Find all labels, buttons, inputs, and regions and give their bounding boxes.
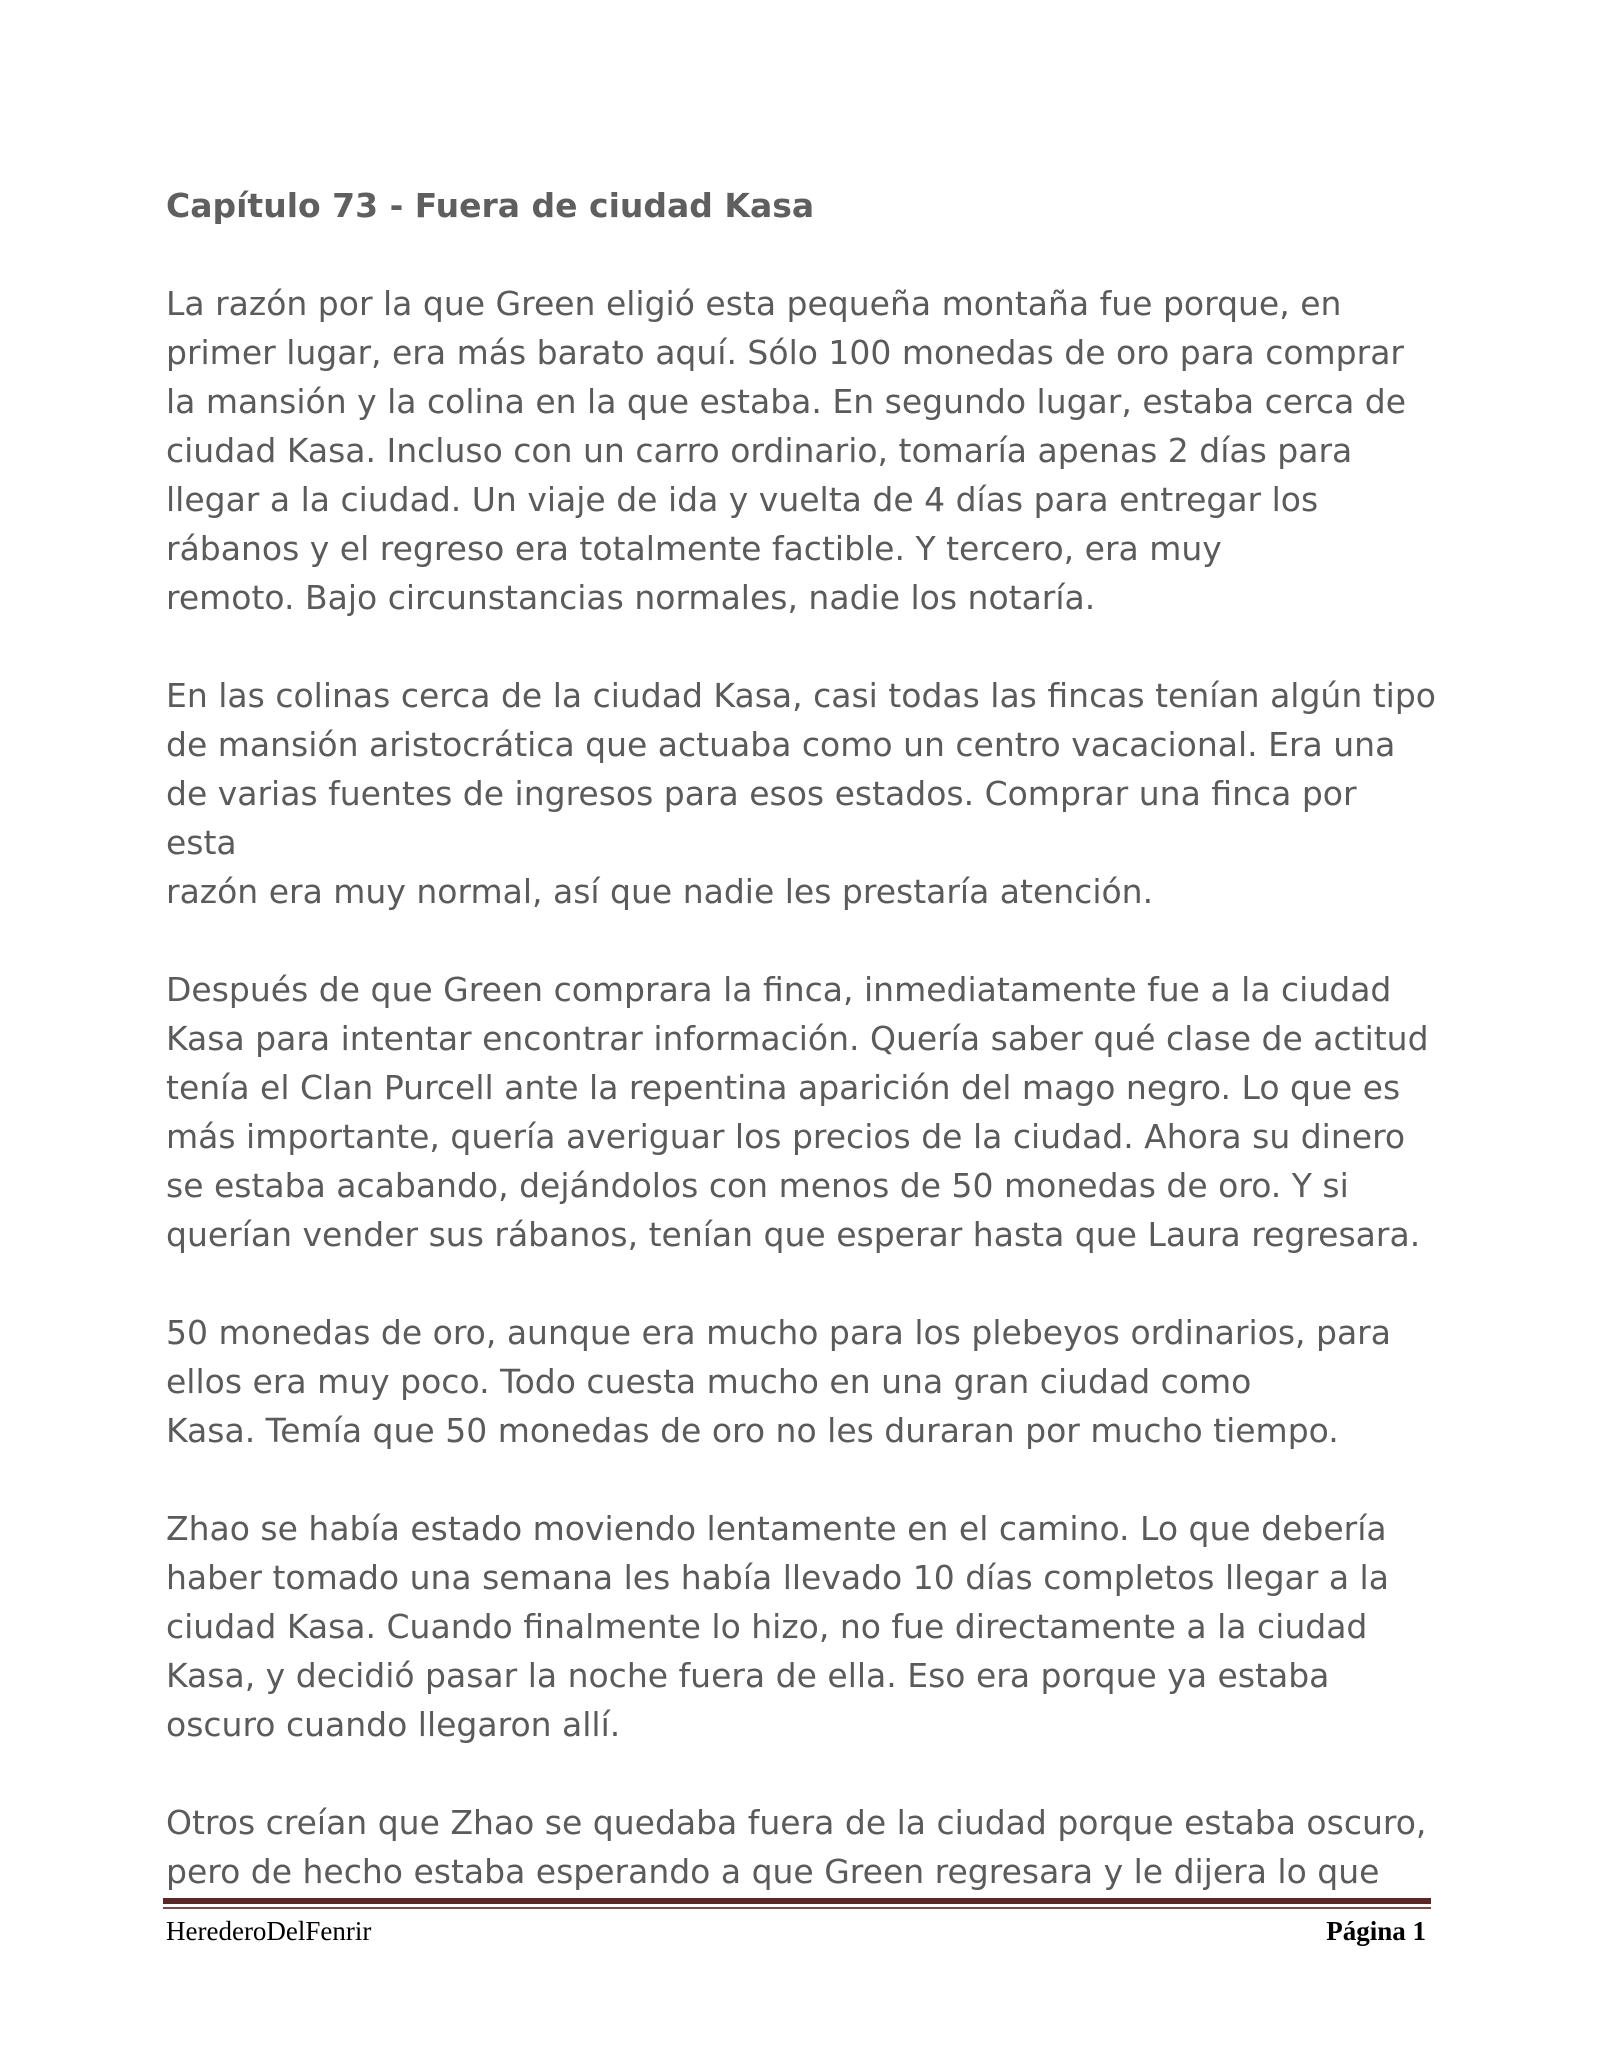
paragraph: Después de que Green comprara la finca, inmediatamente fue a la ciudad Kasa para intentar encontrar información. Quería saber qué clase de actitud tenía el Clan Purcell ante la repentina aparición del mago negro. Lo que es más importante, quería averiguar los precios de la ciudad. Ahora su dinero se estaba acabando, dejándolos con menos de 50 monedas de oro. Y si querían vender sus rábanos, tenían que esperar hasta que Laura regresara. <box>166 970 1429 1254</box>
chapter-title: Capítulo 73 - Fuera de ciudad Kasa <box>166 186 815 225</box>
footer-author: HerederoDelFenrir <box>166 1916 372 1946</box>
paragraph: Zhao se había estado moviendo lentamente en el camino. Lo que debería haber tomado una semana les había llevado 10 días completos llegar a la ciudad Kasa. Cuando finalmente lo hizo, no fue directamente a la ciudad Kasa, y decidió pasar la noche fuera de ella. Eso era porque ya estaba oscuro cuando llegaron allí. <box>166 1509 1389 1744</box>
page-content <box>166 180 1436 1945</box>
footer-divider-thin <box>163 1907 1431 1909</box>
paragraph: 50 monedas de oro, aunque era mucho para los plebeyos ordinarios, para ellos era muy poco. Todo cuesta mucho en una gran ciudad como Kasa. Temía que 50 monedas de oro no les duraran por mucho tiempo. <box>166 1313 1391 1450</box>
footer-page-number: Página 1 <box>1326 1916 1426 1946</box>
paragraph: En las colinas cerca de la ciudad Kasa, casi todas las fincas tenían algún tipo de mansión aristocrática que actuaba como un centro vacacional. Era una de varias fuentes de ingresos para esos estados. Comprar una finca por esta razón era muy normal, así que nadie les prestaría atención. <box>166 676 1436 911</box>
footer-divider <box>163 1898 1431 1904</box>
paragraph: Otros creían que Zhao se quedaba fuera de la ciudad porque estaba oscuro, pero de hecho estaba esperando a que Green regresara y le dijera lo que <box>166 1803 1427 1891</box>
paragraph: La razón por la que Green eligió esta pequeña montaña fue porque, en primer lugar, era más barato aquí. Sólo 100 monedas de oro para comprar la mansión y la colina en la que estaba. En segundo lugar, estaba cerca de ciudad Kasa. Incluso con un carro ordinario, tomaría apenas 2 días para llegar a la ciudad. Un viaje de ida y vuelta de 4 días para entregar los rábanos y el regreso era totalmente factible. Y tercero, era muy remoto. Bajo circunstancias normales, nadie los notaría. <box>166 284 1407 617</box>
